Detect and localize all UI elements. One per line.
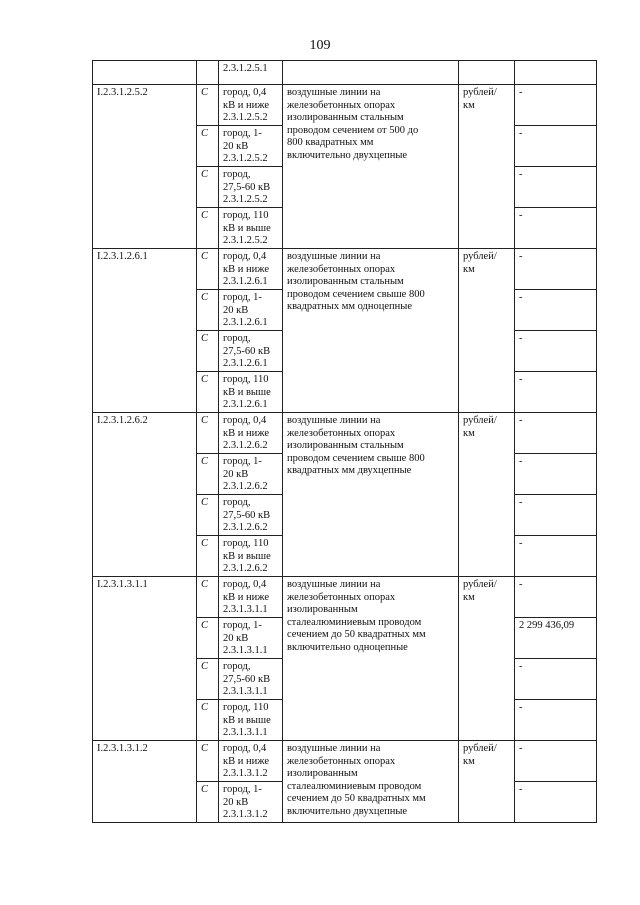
location-cell (219, 659, 283, 700)
cell-line: 20 кВ (223, 468, 249, 480)
cell-line: 2.3.1.3.1.2 (223, 768, 268, 780)
description-cell (283, 577, 459, 741)
location-cell (219, 577, 283, 618)
cell-line: проводом сечением от 500 до (287, 124, 419, 136)
cell-line: рублей/ (463, 415, 497, 426)
cell-line: город, (223, 169, 251, 180)
value-cell: - (515, 126, 597, 167)
cell-line: воздушные линии на (287, 251, 381, 262)
table-row (93, 413, 597, 454)
cell-line: кВ и выше (223, 714, 271, 726)
cell-line: 20 кВ (223, 796, 249, 808)
cell-line: город, 1- (223, 784, 262, 795)
table-row-top (93, 61, 597, 85)
cell-line: кВ и выше (223, 222, 271, 234)
location-cell (219, 618, 283, 659)
cell-line: 2.3.1.2.5.2 (223, 194, 268, 206)
location-cell (219, 454, 283, 495)
value-cell: - (515, 208, 597, 249)
cell-line: изолированным (287, 604, 358, 616)
location-cell (219, 126, 283, 167)
cell-line: сталеалюминиевым проводом (287, 780, 422, 792)
cell-line: 2.3.1.3.1.1 (223, 727, 268, 739)
location-cell (219, 249, 283, 290)
location-cell (219, 290, 283, 331)
cell-line: железобетонных опорах (287, 99, 396, 111)
value-cell: - (515, 249, 597, 290)
cell-line: город, (223, 333, 251, 344)
description-cell (283, 61, 459, 85)
cell-line: 2.3.1.3.1.1 (223, 686, 268, 698)
cell-line: железобетонных опорах (287, 591, 396, 603)
cell-line: 2.3.1.2.6.2 (223, 563, 268, 575)
type-cell: С (197, 700, 219, 741)
cell-line: км (463, 591, 475, 603)
cell-line: км (463, 263, 475, 275)
cell-line: кВ и ниже (223, 591, 269, 603)
cell-line: железобетонных опорах (287, 427, 396, 439)
location-cell (219, 372, 283, 413)
value-cell: - (515, 495, 597, 536)
cell-line: город, 1- (223, 620, 262, 631)
cell-line: город, (223, 497, 251, 508)
type-cell: С (197, 290, 219, 331)
cell-line: воздушные линии на (287, 579, 381, 590)
cell-line: 2.3.1.3.1.1 (223, 645, 268, 657)
cell-line: 2.3.1.2.5.2 (223, 235, 268, 247)
value-cell: - (515, 372, 597, 413)
location-cell (219, 331, 283, 372)
cell-line: город, 1- (223, 128, 262, 139)
cell-line: кВ и ниже (223, 263, 269, 275)
cell-line: город, 0,4 (223, 579, 267, 590)
type-cell: С (197, 85, 219, 126)
cell-line: железобетонных опорах (287, 755, 396, 767)
cell-line: рублей/ (463, 743, 497, 754)
cell-line: 20 кВ (223, 632, 249, 644)
cell-line: кВ и выше (223, 550, 271, 562)
type-cell (197, 61, 219, 85)
cell-line: кВ и выше (223, 386, 271, 398)
table-row (93, 577, 597, 618)
cell-line: 2.3.1.2.6.1 (223, 276, 268, 288)
description-cell (283, 249, 459, 413)
code-cell: I.2.3.1.2.5.2 (93, 85, 197, 249)
cell-line: 2.3.1.2.6.2 (223, 440, 268, 452)
unit-cell (459, 61, 515, 85)
cell-line: город, 0,4 (223, 251, 267, 262)
cell-line: 2.3.1.3.1.1 (223, 604, 268, 616)
code-cell: I.2.3.1.3.1.2 (93, 741, 197, 823)
cell-line: 2.3.1.2.6.2 (223, 481, 268, 493)
type-cell: С (197, 495, 219, 536)
type-cell: С (197, 577, 219, 618)
value-cell: - (515, 454, 597, 495)
location-cell (219, 782, 283, 823)
cell-line: кВ и ниже (223, 427, 269, 439)
cell-line: железобетонных опорах (287, 263, 396, 275)
cell-line: сечением до 50 квадратных мм (287, 793, 426, 805)
unit-cell (459, 577, 515, 741)
code-cell: I.2.3.1.3.1.1 (93, 577, 197, 741)
type-cell: С (197, 536, 219, 577)
location-cell (219, 85, 283, 126)
type-cell: С (197, 126, 219, 167)
cell-line: рублей/ (463, 87, 497, 98)
value-cell: - (515, 167, 597, 208)
value-cell: - (515, 536, 597, 577)
value-cell: - (515, 782, 597, 823)
cell-line: 2.3.1.2.6.1 (223, 317, 268, 329)
location-cell (219, 61, 283, 85)
description-cell (283, 85, 459, 249)
location-cell (219, 700, 283, 741)
type-cell: С (197, 331, 219, 372)
cell-line: кВ и ниже (223, 99, 269, 111)
code-cell (93, 61, 197, 85)
cell-line: км (463, 99, 475, 111)
location-ref: 2.3.1.2.5.1 (223, 63, 268, 74)
location-cell (219, 741, 283, 782)
cell-line: город, (223, 661, 251, 672)
value-cell: - (515, 413, 597, 454)
cell-line: квадратных мм одноцепные (287, 301, 413, 313)
cell-line: 800 квадратных мм (287, 137, 374, 149)
cell-line: км (463, 427, 475, 439)
page-number: 109 (309, 38, 331, 53)
unit-cell (459, 85, 515, 249)
description-cell (283, 413, 459, 577)
cell-line: 2.3.1.3.1.2 (223, 809, 268, 821)
cell-line: включительно двухцепные (287, 805, 408, 817)
type-cell: С (197, 741, 219, 782)
description-cell (283, 741, 459, 823)
value-cell: - (515, 577, 597, 618)
value-cell: - (515, 659, 597, 700)
type-cell: С (197, 208, 219, 249)
cell-line: город, 1- (223, 292, 262, 303)
cell-line: город, 0,4 (223, 87, 267, 98)
cell-line: город, 110 (223, 538, 269, 549)
cell-line: квадратных мм двухцепные (287, 465, 412, 477)
value-cell (515, 61, 597, 85)
cell-line: изолированным стальным (287, 440, 404, 452)
value-cell: - (515, 741, 597, 782)
cell-line: включительно одноцепные (287, 641, 408, 653)
cell-line: 20 кВ (223, 140, 249, 152)
cell-line: город, 0,4 (223, 415, 267, 426)
cell-line: сталеалюминиевым проводом (287, 616, 422, 628)
value-cell: - (515, 85, 597, 126)
cell-line: 27,5-60 кВ (223, 181, 271, 193)
unit-cell (459, 741, 515, 823)
cell-line: 2.3.1.2.5.2 (223, 153, 268, 165)
type-cell: С (197, 454, 219, 495)
cell-line: 27,5-60 кВ (223, 509, 271, 521)
type-cell: С (197, 249, 219, 290)
cell-line: 2.3.1.2.6.1 (223, 399, 268, 411)
cell-line: город, 110 (223, 702, 269, 713)
cell-line: 2.3.1.2.6.2 (223, 522, 268, 534)
unit-cell (459, 413, 515, 577)
location-cell (219, 495, 283, 536)
type-cell: С (197, 167, 219, 208)
cell-line: 2.3.1.2.6.1 (223, 358, 268, 370)
cell-line: город, 110 (223, 374, 269, 385)
cell-line: 27,5-60 кВ (223, 673, 271, 685)
value-cell: 2 299 436,09 (515, 618, 597, 659)
cell-line: изолированным стальным (287, 112, 404, 124)
cell-line: км (463, 755, 475, 767)
cell-line: воздушные линии на (287, 87, 381, 98)
cell-line: изолированным (287, 768, 358, 780)
code-cell: I.2.3.1.2.6.1 (93, 249, 197, 413)
tariff-table (92, 60, 597, 823)
cell-line: 20 кВ (223, 304, 249, 316)
value-cell: - (515, 331, 597, 372)
cell-line: проводом сечением свыше 800 (287, 288, 425, 300)
location-cell (219, 208, 283, 249)
table-row (93, 249, 597, 290)
location-cell (219, 536, 283, 577)
type-cell: С (197, 659, 219, 700)
cell-line: 27,5-60 кВ (223, 345, 271, 357)
cell-line: воздушные линии на (287, 415, 381, 426)
type-cell: С (197, 618, 219, 659)
cell-line: рублей/ (463, 579, 497, 590)
table-row (93, 741, 597, 782)
location-cell (219, 167, 283, 208)
cell-line: 2.3.1.2.5.2 (223, 112, 268, 124)
value-cell: - (515, 700, 597, 741)
table-body (93, 61, 597, 823)
cell-line: город, 110 (223, 210, 269, 221)
code-cell: I.2.3.1.2.6.2 (93, 413, 197, 577)
type-cell: С (197, 372, 219, 413)
table-row (93, 85, 597, 126)
cell-line: город, 1- (223, 456, 262, 467)
cell-line: сечением до 50 квадратных мм (287, 629, 426, 641)
cell-line: город, 0,4 (223, 743, 267, 754)
cell-line: включительно двухцепные (287, 149, 408, 161)
cell-line: проводом сечением свыше 800 (287, 452, 425, 464)
type-cell: С (197, 782, 219, 823)
cell-line: кВ и ниже (223, 755, 269, 767)
cell-line: изолированным стальным (287, 276, 404, 288)
cell-line: рублей/ (463, 251, 497, 262)
value-cell: - (515, 290, 597, 331)
location-cell (219, 413, 283, 454)
cell-line: воздушные линии на (287, 743, 381, 754)
unit-cell (459, 249, 515, 413)
type-cell: С (197, 413, 219, 454)
